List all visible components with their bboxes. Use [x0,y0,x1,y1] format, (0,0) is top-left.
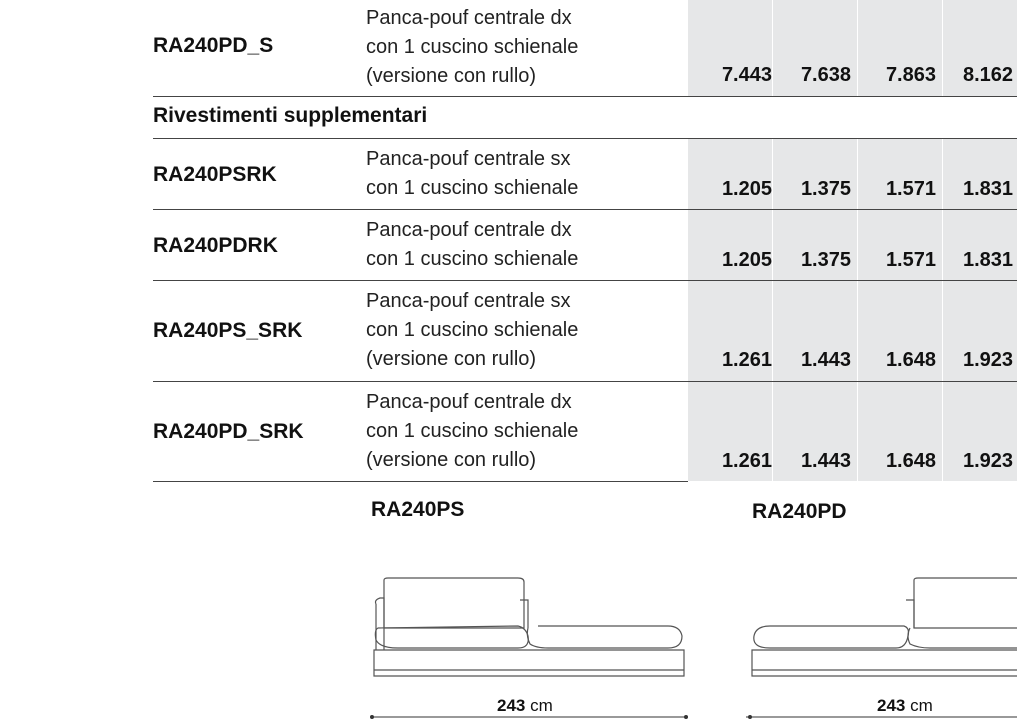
desc-line: (versione con rullo) [366,348,537,370]
product-description [366,216,578,274]
dimension-unit: cm [530,696,553,715]
price-cell: 8.162 [963,64,1014,86]
price-cell: 1.571 [885,178,936,200]
dimension-value: 243 [877,696,906,715]
product-code: RA240PD_SRK [153,420,304,443]
divider [153,96,1017,97]
desc-line: (versione con rullo) [366,65,537,87]
table-row [153,0,1017,96]
price-cell: 1.443 [800,349,851,371]
desc-line: Panca-pouf centrale dx [366,219,572,241]
product-description [366,145,578,203]
price-cell: 1.648 [885,349,936,371]
desc-line: Panca-pouf centrale dx [366,391,572,413]
product-code: RA240PS_SRK [153,319,303,342]
price-cell: 1.443 [800,450,851,472]
table-row [153,281,1017,381]
price-cell: 1.571 [885,249,936,271]
product-description [366,4,578,91]
price-cell: 1.831 [963,249,1014,271]
product-label: RA240PD [752,500,847,523]
table-row [153,382,1017,481]
sofa-drawing [750,570,1017,690]
price-cell: 1.923 [963,450,1014,472]
desc-line: (versione con rullo) [366,449,537,471]
price-cell: 7.863 [885,64,936,86]
desc-line: Panca-pouf centrale sx [366,290,571,312]
product-code: RA240PD_S [153,34,274,57]
desc-line: Panca-pouf centrale dx [366,7,572,29]
price-cell: 7.638 [800,64,851,86]
section-title: Rivestimenti supplementari [153,104,428,127]
product-code: RA240PDRK [153,234,278,257]
dimension-value: 243 [497,696,526,715]
product-code: RA240PSRK [153,163,277,186]
sofa-drawing [368,570,688,690]
dimension-unit: cm [910,696,933,715]
price-cell: 7.443 [721,64,772,86]
desc-line: con 1 cuscino schienale [366,319,579,341]
price-cell: 1.375 [800,178,851,200]
dimension-line [742,712,1017,722]
table-row [153,210,1017,280]
product-label: RA240PS [371,498,465,521]
desc-line: con 1 cuscino schienale [366,248,579,270]
desc-line: Panca-pouf centrale sx [366,148,571,170]
product-description [366,388,578,475]
price-cell: 1.261 [721,450,772,472]
product-description [366,287,578,374]
price-cell: 1.205 [721,178,772,200]
desc-line: con 1 cuscino schienale [366,177,579,199]
price-cell: 1.261 [721,349,772,371]
price-cell: 1.205 [721,249,772,271]
table-row [153,139,1017,209]
desc-line: con 1 cuscino schienale [366,420,579,442]
price-cell: 1.923 [963,349,1014,371]
divider [153,481,688,482]
price-cell: 1.375 [800,249,851,271]
desc-line: con 1 cuscino schienale [366,36,579,58]
price-cell: 1.831 [963,178,1014,200]
price-cell: 1.648 [885,450,936,472]
dimension-line [368,712,693,722]
